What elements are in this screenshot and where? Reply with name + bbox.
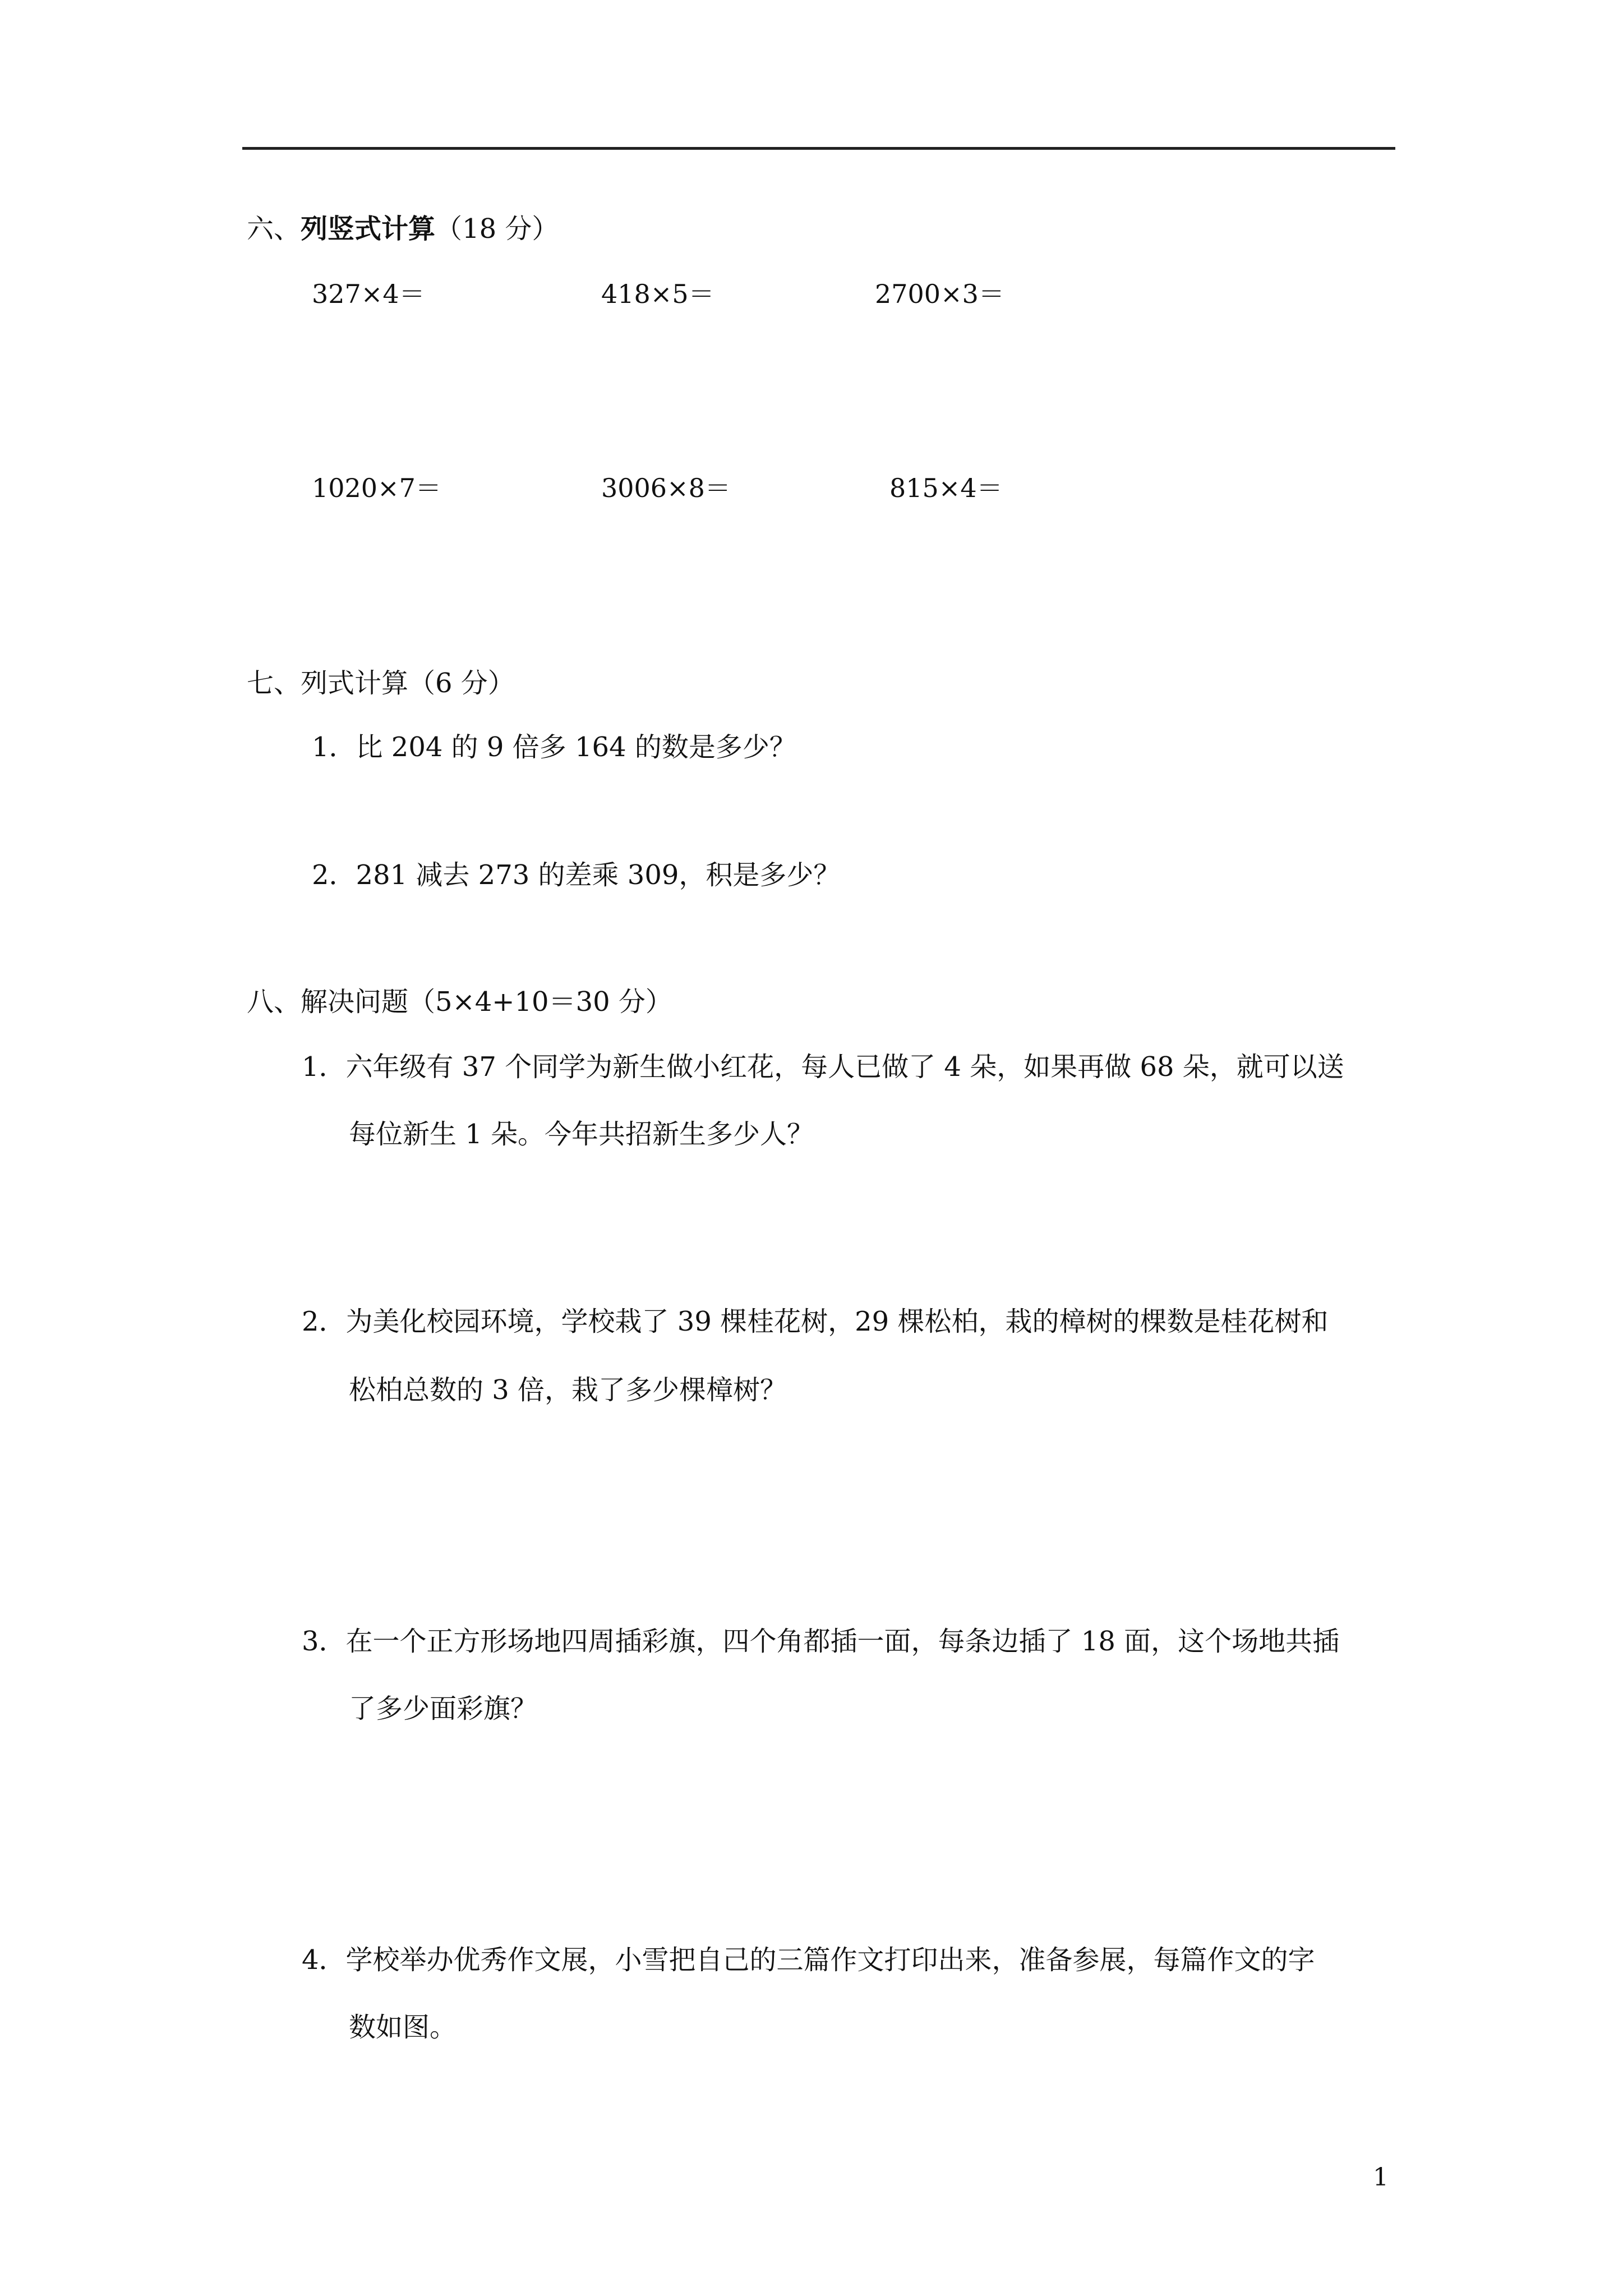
section-8-q3-line2: 了多少面彩旗？ — [349, 1693, 538, 1724]
section-6-prefix: 六、 — [247, 213, 301, 245]
header-rule — [242, 147, 1395, 150]
section-8-q4-line1: 4．学校举办优秀作文展，小雪把自己的三篇作文打印出来，准备参展，每篇作文的字 — [302, 1944, 1315, 1976]
calc-problem-1: 327×4＝ — [312, 279, 425, 309]
section-6-title: 列竖式计算 — [301, 213, 436, 245]
calc-problem-2: 418×5＝ — [601, 279, 714, 309]
calc-problem-3: 2700×3＝ — [875, 279, 1004, 309]
section-8-q4-line2: 数如图。 — [349, 2012, 457, 2043]
section-7-item-1: 1．比 204 的 9 倍多 164 的数是多少？ — [312, 731, 796, 763]
calc-problem-6: 815×4＝ — [889, 473, 1003, 503]
section-8-q2-line2: 松柏总数的 3 倍，栽了多少棵樟树？ — [349, 1374, 787, 1406]
section-8-q1-line2: 每位新生 1 朵。今年共招新生多少人？ — [349, 1119, 814, 1150]
section-7-item-2: 2．281 减去 273 的差乘 309，积是多少？ — [312, 859, 841, 891]
section-6-heading — [247, 212, 559, 246]
section-7-heading: 七、列式计算（6 分） — [247, 668, 515, 699]
section-8-q2-line1: 2．为美化校园环境，学校栽了 39 棵桂花树，29 棵松柏，栽的樟树的棵数是桂花树和 — [302, 1306, 1329, 1337]
page-number: 1 — [1373, 2163, 1389, 2192]
calc-problem-4: 1020×7＝ — [312, 473, 441, 503]
calc-problem-5: 3006×8＝ — [601, 473, 731, 503]
section-6-score: （18 分） — [435, 213, 559, 245]
section-8-q1-line1: 1．六年级有 37 个同学为新生做小红花，每人已做了 4 朵，如果再做 68 朵，就可以送 — [302, 1051, 1344, 1083]
section-8-heading: 八、解决问题（5×4+10＝30 分） — [247, 986, 672, 1018]
section-8-q3-line1: 3．在一个正方形场地四周插彩旗，四个角都插一面，每条边插了 18 面，这个场地共插 — [302, 1626, 1340, 1657]
